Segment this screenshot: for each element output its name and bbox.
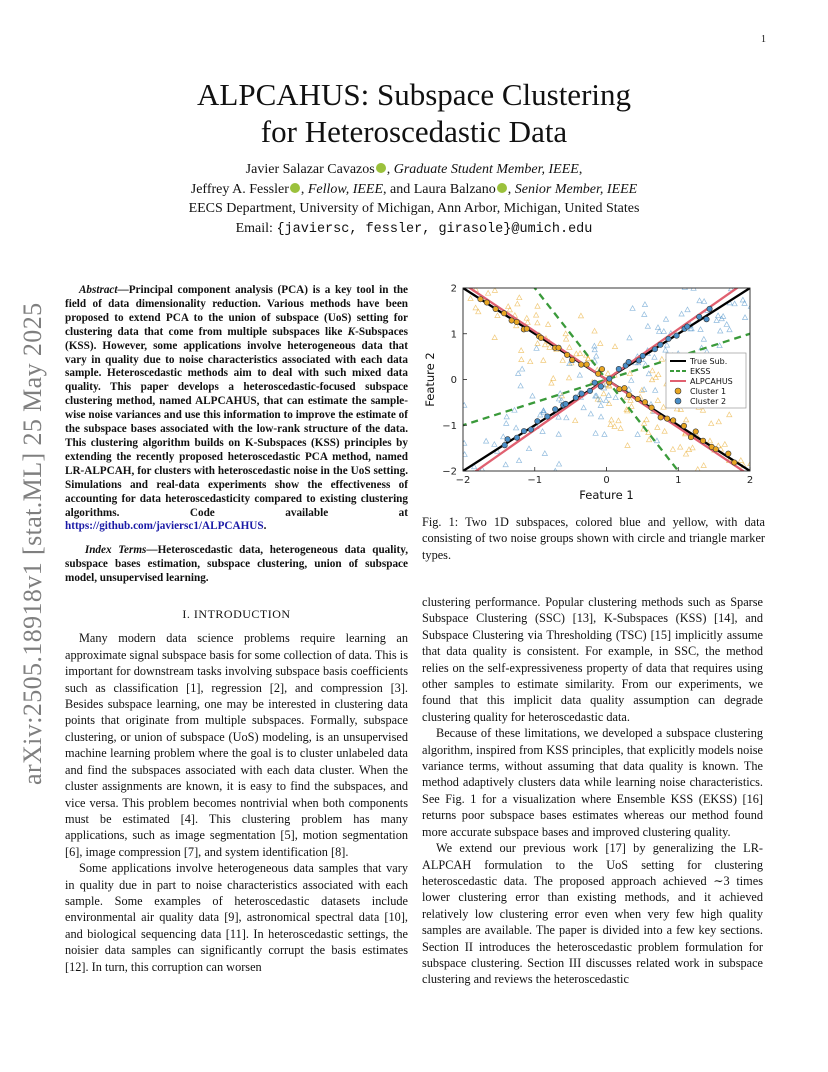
- data-point-triangle: [559, 398, 564, 403]
- data-point-triangle: [439, 494, 444, 499]
- author-name: Javier Salazar Cavazos: [245, 162, 375, 177]
- data-point-circle: [685, 324, 690, 329]
- data-point-circle: [578, 362, 583, 367]
- data-point-circle: [478, 296, 483, 301]
- y-tick-label: −1: [442, 420, 457, 432]
- data-point-triangle: [663, 347, 668, 352]
- data-point-triangle: [524, 316, 529, 321]
- data-point-triangle: [473, 305, 478, 310]
- data-point-triangle: [535, 304, 540, 309]
- data-point-circle: [556, 345, 561, 350]
- data-point-triangle: [503, 462, 508, 467]
- data-point-triangle: [627, 335, 632, 340]
- data-point-triangle: [715, 313, 720, 318]
- abstract-label: Abstract: [78, 284, 118, 296]
- figure-caption: Fig. 1: Two 1D subspaces, colored blue and yellow, with data consisting of two noise groups shown with circle and triangle marker types.: [422, 515, 765, 562]
- data-point-triangle: [514, 280, 519, 281]
- legend-swatch: [675, 398, 681, 404]
- data-point-triangle: [563, 331, 568, 336]
- data-point-triangle: [645, 324, 650, 329]
- legend-swatch: [675, 388, 681, 394]
- data-point-triangle: [655, 325, 660, 330]
- legend-label: Cluster 1: [690, 387, 727, 396]
- orcid-icon[interactable]: [497, 183, 507, 193]
- data-point-triangle: [742, 315, 747, 320]
- data-point-circle: [584, 362, 589, 367]
- orcid-icon[interactable]: [290, 183, 300, 193]
- data-point-triangle: [683, 451, 688, 456]
- data-point-circle: [666, 336, 671, 341]
- data-point-circle: [635, 396, 640, 401]
- data-point-triangle: [564, 415, 569, 420]
- index-terms-label: Index Terms: [84, 544, 147, 557]
- data-point-triangle: [684, 417, 689, 422]
- data-point-triangle: [655, 425, 660, 430]
- data-point-triangle: [606, 401, 611, 406]
- data-point-triangle: [659, 357, 664, 362]
- data-point-circle: [563, 401, 568, 406]
- data-point-circle: [493, 306, 498, 311]
- data-point-triangle: [702, 490, 707, 495]
- data-point-circle: [538, 335, 543, 340]
- data-point-triangle: [616, 418, 621, 423]
- data-point-triangle: [678, 444, 683, 449]
- data-point-circle: [595, 371, 600, 376]
- x-axis-label: Feature 1: [579, 488, 634, 502]
- data-point-triangle: [485, 291, 490, 296]
- code-link[interactable]: https://github.com/javiersc1/ALPCAHUS: [65, 520, 264, 533]
- intro-paragraph: Because of these limitations, we developed a subspace clustering algorithm, inspired from KSS principles, that explicitly models noise variance terms, without assuming that data quality is known. The method adaptively clusters data while learning noise characteristics. See Fig. 1 for a visualization where Ensemble KSS (EKSS) [16] returns poor subspace bases estimates whereas our method found more accurate subspace bases and improved clustering quality.: [422, 726, 763, 839]
- data-point-circle: [521, 428, 526, 433]
- data-point-circle: [484, 300, 489, 305]
- data-point-circle: [579, 391, 584, 396]
- data-point-triangle: [516, 458, 521, 463]
- data-point-circle: [671, 418, 676, 423]
- figure-1: [420, 280, 765, 505]
- data-point-triangle: [452, 439, 457, 444]
- data-point-triangle: [724, 322, 729, 327]
- data-point-triangle: [695, 473, 700, 478]
- data-point-triangle: [588, 411, 593, 416]
- data-point-circle: [509, 318, 514, 323]
- data-point-circle: [607, 376, 612, 381]
- author-role: Fellow, IEEE: [307, 181, 384, 197]
- data-point-triangle: [577, 372, 582, 377]
- data-point-triangle: [609, 417, 614, 422]
- data-point-triangle: [486, 480, 491, 485]
- data-point-circle: [626, 392, 631, 397]
- data-point-triangle: [495, 313, 500, 318]
- data-point-circle: [616, 366, 621, 371]
- data-point-triangle: [468, 296, 473, 301]
- data-point-triangle: [566, 375, 571, 380]
- arxiv-stamp: arXiv:2505.18918v1 [stat.ML] 25 May 2025: [18, 302, 47, 785]
- data-point-triangle: [618, 426, 623, 431]
- intro-paragraph: Many modern data science problems require learning an approximate signal subspace basis for some collection of data. This is important for downstream tasks involving subspace basis coefficients such as classification [1], regression [2], and compression [3]. Besides subspace learning, one may be interested in clustering data points that originate from multiple subspaces. Formally, subspace clustering, or union of subspace (UoS) modeling, is an unsupervised machine learning problem where the goal is to cluster unlabeled data and find the subspaces associated with each data cluster. When the cluster assignments are known, it is easy to find the subspaces, and vice versa. This problem becomes nontrivial when both components must be estimated [4]. This clustering problem has many applications, such as image segmentation [5], motion segmentation [6], image compression [7], and system identification [8].: [65, 631, 408, 859]
- data-point-circle: [688, 434, 693, 439]
- data-point-triangle: [630, 306, 635, 311]
- y-tick-label: 1: [450, 329, 457, 341]
- data-point-triangle: [526, 446, 531, 451]
- data-point-triangle: [697, 298, 702, 303]
- data-point-circle: [598, 384, 603, 389]
- data-point-circle: [658, 342, 663, 347]
- data-point-circle: [501, 311, 506, 316]
- x-tick-label: −2: [455, 475, 471, 486]
- data-point-triangle: [520, 366, 525, 371]
- data-point-triangle: [492, 335, 497, 340]
- scatter-chart: [420, 280, 765, 505]
- data-point-triangle: [701, 337, 706, 342]
- data-point-triangle: [598, 341, 603, 346]
- data-point-triangle: [603, 398, 608, 403]
- data-point-circle: [622, 385, 627, 390]
- data-point-triangle: [650, 368, 655, 373]
- data-point-triangle: [556, 461, 561, 466]
- data-point-triangle: [742, 301, 747, 306]
- data-point-triangle: [528, 359, 533, 364]
- data-point-triangle: [661, 405, 666, 410]
- data-point-triangle: [519, 357, 524, 362]
- data-point-triangle: [701, 463, 706, 468]
- data-point-triangle: [480, 491, 485, 496]
- data-point-circle: [587, 388, 592, 393]
- intro-paragraph: clustering performance. Popular clustering methods such as Sparse Subspace Clustering (SSC) [13], K-Subspaces (KSS) [14], and Subspace Clustering via Thresholding (TSC) [15] implicitly assume that data quality is consistent. For example, in SSC, the method relies on the self-expressiveness property of data that requires using other samples to estimate similarity. From our experiments, we found that this implicit data quality assumption can degrade clustering quality for heteroscedastic data.: [422, 595, 763, 724]
- data-point-triangle: [578, 313, 583, 318]
- data-point-triangle: [629, 378, 634, 383]
- data-point-triangle: [507, 307, 512, 312]
- data-point-triangle: [551, 376, 556, 381]
- data-point-triangle: [581, 405, 586, 410]
- data-point-triangle: [556, 432, 561, 437]
- data-point-circle: [564, 352, 569, 357]
- data-point-triangle: [484, 438, 489, 443]
- data-point-triangle: [682, 285, 687, 290]
- author-line-1: Javier Salazar Cavazos , Graduate Student Member, IEEE,: [245, 162, 583, 177]
- data-point-circle: [693, 429, 698, 434]
- author-line-2: Jeffrey A. Fessler , Fellow, IEEE, and Laura Balzano , Senior Member, IEEE: [190, 181, 638, 197]
- data-point-circle: [535, 419, 540, 424]
- data-point-triangle: [670, 447, 675, 452]
- intro-paragraph: Some applications involve heterogeneous data samples that vary in quality due in part to noise characteristics associated with each sample. Some examples of heteroscedastic datasets include environmental air quality data [9], astronomical spectral data [10], and biological sequencing data [11]. In heteroscedastic settings, the noisier data samples can significantly corrupt the basis estimates [12]. In turn, this corruption can worsen: [65, 861, 408, 974]
- page-number: 1: [761, 34, 766, 45]
- data-point-circle: [697, 314, 702, 319]
- data-point-triangle: [546, 322, 551, 327]
- data-point-circle: [652, 346, 657, 351]
- data-point-circle: [505, 437, 510, 442]
- affiliation: EECS Department, University of Michigan, Ann Arbor, Michigan, United States: [188, 201, 640, 216]
- data-point-triangle: [492, 442, 497, 447]
- data-point-triangle: [535, 341, 540, 346]
- data-point-circle: [636, 358, 641, 363]
- data-point-circle: [674, 333, 679, 338]
- data-point-circle: [599, 366, 604, 371]
- data-point-triangle: [738, 458, 743, 463]
- data-point-triangle: [592, 328, 597, 333]
- data-point-triangle: [519, 348, 524, 353]
- data-point-triangle: [661, 329, 666, 334]
- orcid-icon[interactable]: [376, 163, 386, 173]
- data-point-triangle: [718, 328, 723, 333]
- data-point-triangle: [655, 398, 660, 403]
- data-point-circle: [707, 306, 712, 311]
- data-point-triangle: [709, 421, 714, 426]
- data-point-circle: [642, 399, 647, 404]
- data-point-triangle: [606, 393, 611, 398]
- data-point-triangle: [517, 295, 522, 300]
- data-point-triangle: [504, 421, 509, 426]
- data-point-triangle: [535, 320, 540, 325]
- author-block: [0, 160, 828, 239]
- data-point-triangle: [541, 358, 546, 363]
- data-point-triangle: [549, 380, 554, 385]
- data-point-triangle: [635, 432, 640, 437]
- author-name: Jeffrey A. Fessler: [190, 181, 289, 197]
- right-column: [422, 594, 763, 988]
- data-point-triangle: [727, 500, 732, 505]
- data-point-triangle: [508, 491, 513, 496]
- data-point-triangle: [534, 312, 539, 317]
- data-point-triangle: [716, 419, 721, 424]
- data-point-triangle: [727, 327, 732, 332]
- data-point-triangle: [507, 484, 512, 489]
- data-point-circle: [569, 357, 574, 362]
- data-point-circle: [552, 407, 557, 412]
- data-point-triangle: [512, 479, 517, 484]
- data-point-circle: [524, 326, 529, 331]
- email-address: {javiersc, fessler, girasole}@umich.edu: [276, 221, 593, 237]
- data-point-triangle: [663, 317, 668, 322]
- data-point-circle: [649, 405, 654, 410]
- data-point-triangle: [613, 395, 618, 400]
- data-point-triangle: [598, 414, 603, 419]
- data-point-circle: [514, 435, 519, 440]
- title-line-2: for Heteroscedastic Data: [260, 114, 568, 149]
- left-column: [65, 284, 408, 975]
- title-line-1: ALPCAHUS: Subspace Clustering: [197, 77, 631, 112]
- data-point-triangle: [625, 443, 630, 448]
- x-tick-label: −1: [527, 475, 543, 486]
- data-point-triangle: [573, 418, 578, 423]
- data-point-triangle: [560, 358, 565, 363]
- data-point-triangle: [644, 417, 649, 422]
- data-point-triangle: [593, 431, 598, 436]
- data-point-triangle: [748, 304, 753, 309]
- data-point-triangle: [690, 445, 695, 450]
- data-point-triangle: [748, 461, 753, 466]
- abstract: Abstract—Principal component analysis (PCA) is a key tool in the field of data dimensionality reduction. Various methods have been proposed to extend PCA to the union of subspace (UoS) setting for clustering data that come from multiple subspaces like K-Subspaces (KSS). However, some applications involve heterogeneous data that vary in quality due to noise characteristics associated with each data sample. Heteroscedastic methods aim to deal with such mixed data quality. This paper develops a heteroscedastic-focused subspace clustering method, named ALPCAHUS, that can estimate the sample-wise noise variances and use this information to improve the estimate of the subspace bases associated with the low-rank structure of the data. This clustering algorithm builds on K-Subspaces (KSS) principles by extending the recently proposed heteroscedastic PCA method, named LR-ALPCAH, for clusters with heteroscedastic noise in the UoS setting. Simulations and real-data experiments show the effectiveness of accounting for data heteroscedasticity compared to existing clustering algorithms. Code available at https://github.com/javiersc1/ALPCAHUS.: [65, 284, 409, 533]
- y-tick-label: 0: [450, 375, 457, 386]
- email-line: Email: {javiersc, fessler, girasole}@umich.edu: [235, 220, 593, 237]
- data-point-circle: [502, 443, 507, 448]
- data-point-circle: [664, 416, 669, 421]
- data-point-triangle: [513, 425, 518, 430]
- data-point-triangle: [642, 312, 647, 317]
- data-point-circle: [617, 386, 622, 391]
- data-point-circle: [700, 438, 705, 443]
- data-point-circle: [514, 319, 519, 324]
- data-point-triangle: [601, 391, 606, 396]
- legend-label: EKSS: [690, 367, 711, 376]
- legend-label: Cluster 2: [690, 397, 727, 406]
- data-point-triangle: [484, 503, 489, 505]
- data-point-triangle: [722, 481, 727, 486]
- data-point-triangle: [512, 407, 517, 412]
- data-point-circle: [573, 395, 578, 400]
- data-point-triangle: [740, 297, 745, 302]
- data-point-triangle: [540, 429, 545, 434]
- x-tick-label: 2: [746, 475, 754, 486]
- data-point-triangle: [653, 375, 658, 380]
- data-point-triangle: [462, 403, 467, 408]
- author-name: Laura Balzano: [413, 181, 496, 197]
- data-point-circle: [713, 446, 718, 451]
- data-point-triangle: [662, 429, 667, 434]
- data-point-triangle: [594, 353, 599, 358]
- legend-label: True Sub.: [690, 357, 728, 366]
- data-point-triangle: [752, 469, 757, 474]
- x-tick-label: 1: [675, 475, 682, 486]
- data-point-circle: [528, 427, 533, 432]
- legend-label: ALPCAHUS: [690, 377, 733, 386]
- data-point-triangle: [567, 345, 572, 350]
- data-point-triangle: [608, 422, 613, 427]
- y-tick-label: 2: [450, 283, 457, 295]
- intro-paragraph: We extend our previous work [17] by generalizing the LR-ALPCAH formulation to the UoS setting for clustering heteroscedastic data. The proposed approach achieved ∼3 times lower clustering error than existing methods, and it achieved relatively low clustering error even when very few high quality samples are available. The paper is divided into a few key sections. Section II introduces the heteroscedastic problem formulation for subspace clustering. Section III discusses related work in subspace clustering and reviews the heteroscedastic: [422, 841, 763, 987]
- data-point-triangle: [516, 371, 521, 376]
- data-point-triangle: [564, 336, 569, 341]
- data-point-triangle: [462, 441, 467, 446]
- data-point-circle: [658, 415, 663, 420]
- data-point-triangle: [542, 451, 547, 456]
- data-point-circle: [704, 317, 709, 322]
- author-role: Graduate Student Member, IEEE: [393, 162, 579, 177]
- data-point-circle: [626, 359, 631, 364]
- data-point-triangle: [685, 307, 690, 312]
- data-point-triangle: [504, 414, 509, 419]
- y-tick-label: −2: [442, 466, 457, 478]
- data-point-triangle: [518, 383, 523, 388]
- data-point-circle: [545, 414, 550, 419]
- data-point-triangle: [642, 302, 647, 307]
- paper-title: [0, 76, 828, 150]
- data-point-triangle: [699, 471, 704, 476]
- data-point-triangle: [722, 442, 727, 447]
- data-point-circle: [726, 451, 731, 456]
- data-point-circle: [681, 423, 686, 428]
- data-point-triangle: [605, 371, 610, 376]
- data-point-triangle: [727, 483, 732, 488]
- x-tick-label: 0: [603, 475, 610, 486]
- data-point-triangle: [698, 327, 703, 332]
- data-point-triangle: [598, 403, 603, 408]
- y-axis-label: Feature 2: [423, 352, 437, 407]
- data-point-triangle: [530, 393, 535, 398]
- data-point-triangle: [679, 311, 684, 316]
- section-heading-intro: I. INTRODUCTION: [182, 607, 291, 622]
- data-point-triangle: [602, 432, 607, 437]
- data-point-triangle: [653, 388, 658, 393]
- index-terms: Index Terms—Heteroscedastic data, heterogeneous data quality, subspace bases estimation, subspace clustering, union of subspace model, unsupervised learning.: [65, 544, 408, 585]
- data-point-triangle: [727, 412, 732, 417]
- data-point-triangle: [487, 485, 492, 490]
- author-role: Senior Member, IEEE: [514, 181, 638, 197]
- data-point-circle: [592, 380, 597, 385]
- data-point-triangle: [534, 346, 539, 351]
- data-point-circle: [732, 460, 737, 465]
- data-point-triangle: [714, 318, 719, 323]
- data-point-triangle: [612, 344, 617, 349]
- data-point-triangle: [707, 438, 712, 443]
- data-point-triangle: [515, 301, 520, 306]
- data-point-circle: [640, 353, 645, 358]
- data-point-triangle: [652, 355, 657, 360]
